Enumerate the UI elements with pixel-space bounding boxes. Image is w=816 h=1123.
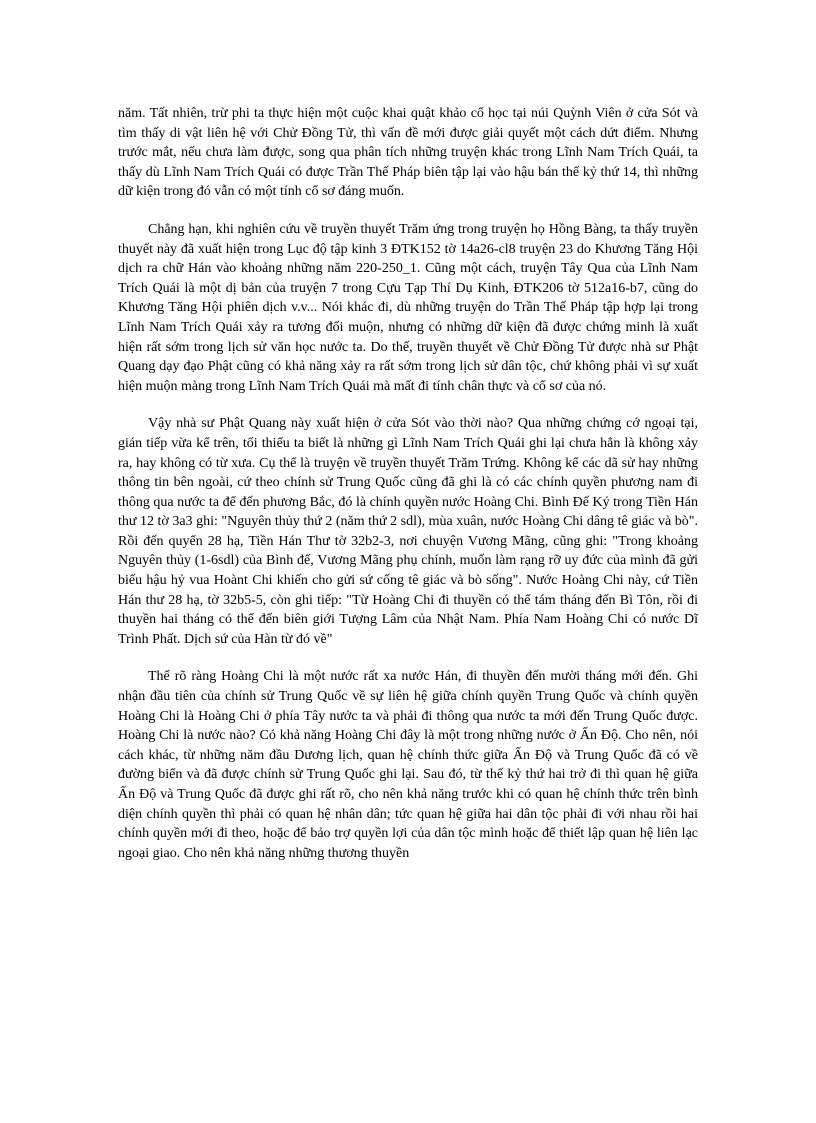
paragraph: Vậy nhà sư Phật Quang này xuất hiện ở cửa Sót vào thời nào? Qua những chứng cớ ngoại tại, gián tiếp vừa kể trên, tối thiểu ta biết là những gì Lĩnh Nam Trích Quái ghi lại chưa hẳn là không xảy ra, hay không có từ xưa. Cụ thể là truyện về truyền thuyết Trăm Trứng. Không kể các dã sử hay những thông tin bên ngoài, cứ theo chính sử Trung Quốc cũng đã ghi là có các chính quyền phương nam đi thông qua nước ta để đến phương Bắc, đó là chính quyền nước Hoàng Chi. Bình Đế Ký trong Tiền Hán thư 12 tờ 3a3 ghi: "Nguyên thủy thứ 2 (năm thứ 2 sdl), mùa xuân, nước Hoàng Chi dâng tê giác và bò". Rồi đến quyển 28 hạ, Tiền Hán Thư tờ 32b2-3, nơi chuyện Vương Mãng, cũng ghi: "Trong khoảng Nguyên thủy (1-6sdl) của Bình đế, Vương Mãng phụ chính, muốn làm rạng rỡ uy đức của mình đã gửi biếu hậu hỷ vua Hoànt Chi khiến cho gửi sứ cống tê giác và bò sống". Nước Hoàng Chi này, cứ Tiền Hán thư 28 hạ, tờ 32b5-5, còn ghi tiếp: "Từ Hoàng Chi đi thuyền có thể tám tháng đến Bì Tôn, rồi đi thuyền hai tháng có thể đến biên giới Tượng Lâm của Nhật Nam. Phía Nam Hoàng Chi có nước Dĩ Trình Phất. Dịch sứ của Hàn từ đó về": [118, 416, 698, 647]
body-text: [118, 104, 698, 881]
paragraph: Thế rõ ràng Hoàng Chi là một nước rất xa nước Hán, đi thuyền đến mười tháng mới đến. Ghi nhận đầu tiên của chính sử Trung Quốc về sự liên hệ giữa chính quyền Trung Quốc và chính quyền Hoàng Chi là Hoàng Chi ở phía Tây nước ta và phải đi thông qua nước ta mới đến Trung Quốc được. Hoàng Chi là nước nào? Có khả năng Hoàng Chi đây là một trong những nước ở Ấn Độ. Cho nên, nói cách khác, từ những năm đầu Dương lịch, quan hệ chính thức giữa Ấn Độ và Trung Quốc đã có về đường biển và đã được chính sử Trung Quốc ghi lại. Sau đó, từ thế kỷ thứ hai trở đi thì quan hệ giữa Ấn Độ và Trung Quốc đã được ghi rất rõ, cho nên khả năng trước khi có quan hệ chính thức trên bình diện chính quyền thì phải có quan hệ nhân dân; tức quan hệ giữa hai dân tộc phải đi với nhau rồi hai chính quyền mới đi theo, hoặc để bảo trợ quyền lợi của dân tộc mình hoặc để thiết lập quan hệ liên lạc ngoại giao. Cho nên khả năng những thương thuyền: [118, 669, 698, 861]
paragraph: Chẳng hạn, khi nghiên cứu về truyền thuyết Trăm ứng trong truyện họ Hồng Bàng, ta thấy truyền thuyết này đã xuất hiện trong Lục độ tập kinh 3 ĐTK152 tờ 14a26-cl8 truyện 23 do Khương Tăng Hội dịch ra chữ Hán vào khoảng những năm 220-250_1. Cũng một cách, truyện Tây Qua của Lĩnh Nam Trích Quái là một dị bản của truyện 7 trong Cựu Tạp Thí Dụ Kinh, ĐTK206 tờ 512a16-b7, cũng do Khương Tăng Hội phiên dịch v.v... Nói khác đi, dù những truyện do Trần Thế Pháp tập hợp lại trong Lĩnh Nam Trích Quái xảy ra tương đối muộn, nhưng có những dữ kiện đã được chứng minh là xuất hiện rất sớm trong lịch sử văn học nước ta. Do thế, truyền thuyết về Chử Đồng Tử được nhà sư Phật Quang dạy đạo Phật cũng có khả năng xảy ra rất sớm trong lịch sử dân tộc, chứ không phải vì sự xuất hiện muộn màng trong Lĩnh Nam Trích Quái mà mất đi tính chân thực và cổ sơ của nó.: [118, 221, 698, 394]
paragraph-continuation: năm. Tất nhiên, trừ phi ta thực hiện một cuộc khai quật khảo cổ học tại núi Quỳnh Viên ở cửa Sót và tìm thấy di vật liên hệ với Chử Đồng Tử, thì vấn đề mới được giải quyết một cách dứt điểm. Nhưng trước mắt, nếu chưa làm được, song qua phân tích những truyện khác trong Lĩnh Nam Trích Quái, ta thấy dù Lĩnh Nam Trích Quái có được Trần Thế Pháp biên tập lại vào hậu bán thế kỷ thứ 14, thì những dữ kiện trong đó vẫn có một tính cổ sơ đáng muốn.: [118, 106, 698, 200]
